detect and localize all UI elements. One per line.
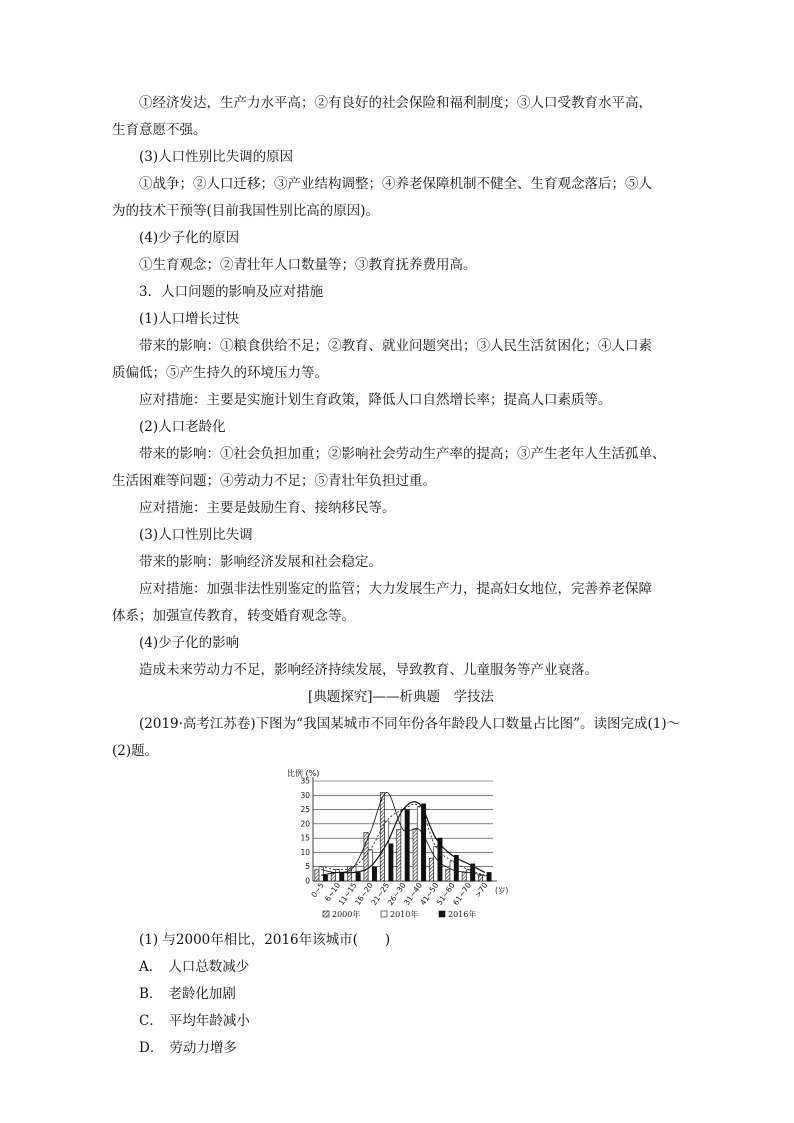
y-tick-label: 35: [300, 776, 310, 786]
series-2010-bar: [335, 870, 339, 881]
option-b[interactable]: [139, 981, 422, 1008]
option-b-text: 老龄化加剧: [168, 986, 236, 1002]
x-axis-unit: (岁): [495, 886, 509, 895]
legend-label: 2000年: [332, 910, 361, 919]
option-c-letter: C．: [139, 1013, 163, 1029]
series-2010-bar: [450, 861, 454, 881]
series-2016-bar: [323, 875, 327, 881]
series-2000-bar: [446, 870, 450, 881]
text-line: (1)人口增长过快: [139, 311, 240, 327]
question-1: (1) 与2000年相比，2016年该城市( ): [139, 932, 391, 948]
text-line: 体系；加强宣传教育，转变婚育观念等。: [112, 608, 355, 624]
question-intro-line-1: (2019·高考江苏卷)下图为“我国某城市不同年份各年龄段人口数量占比图”。读图完成(1)～: [139, 716, 681, 732]
series-2016-bar: [372, 867, 376, 881]
text-line: (4)少子化的原因: [139, 230, 240, 246]
x-tick-label: 26~30: [385, 880, 408, 907]
x-tick-label: >70: [473, 880, 490, 900]
x-tick-label: 41~50: [418, 880, 441, 907]
answer-options: [112, 954, 690, 1062]
text-line: 生育意愿不强。: [112, 122, 207, 138]
series-2000-bar: [429, 858, 433, 881]
series-2010-bar: [319, 867, 323, 881]
series-2000-bar: [413, 830, 417, 881]
series-2010-bar: [483, 875, 487, 881]
x-tick-label: 16~20: [352, 880, 375, 907]
series-2016-bar: [340, 872, 344, 881]
series-2010-bar: [417, 807, 421, 881]
option-c-text: 平均年龄减小: [168, 1013, 250, 1029]
y-tick-label: 20: [300, 819, 310, 829]
series-2010-bar: [401, 810, 405, 881]
y-tick-label: 25: [300, 805, 310, 815]
option-b-letter: B．: [139, 986, 163, 1002]
chart-svg: [281, 767, 521, 927]
text-line: 应对措施：主要是实施计划生育政策，降低人口自然增长率；提高人口素质等。: [139, 392, 612, 408]
text-line: ①经济发达，生产力水平高；②有良好的社会保险和福利制度；③人口受教育水平高，: [139, 95, 652, 111]
legend-label: 2010年: [390, 910, 419, 919]
text-line: (3)人口性别比失调: [139, 527, 253, 543]
series-2016-bar: [356, 872, 360, 881]
y-tick-label: 15: [300, 833, 310, 843]
series-2000-bar: [315, 870, 319, 881]
x-tick-label: 0~5: [309, 880, 326, 900]
option-d[interactable]: [139, 1035, 422, 1062]
legend-swatch: [323, 911, 329, 917]
section-header: [典题探究]——析典题 学技法: [307, 689, 495, 705]
series-2000-bar: [397, 830, 401, 881]
text-line: 带来的影响：影响经济发展和社会稳定。: [139, 554, 382, 570]
y-tick-label: 0: [305, 876, 310, 886]
text-line: 质偏低；⑤产生持久的环境压力等。: [112, 365, 328, 381]
series-2010-bar: [385, 821, 389, 881]
series-2000-bar: [380, 792, 384, 881]
option-d-letter: D．: [139, 1040, 164, 1056]
series-2016-bar: [487, 872, 491, 881]
y-tick-label: 30: [300, 790, 310, 800]
body-text: [112, 90, 690, 684]
question-intro-line-2: (2)题。: [112, 743, 159, 759]
text-line: 应对措施：主要是鼓励生育、接纳移民等。: [139, 500, 396, 516]
option-a-text: 人口总数减少: [168, 959, 250, 975]
legend-label: 2016年: [448, 910, 477, 919]
option-a[interactable]: [139, 954, 422, 981]
page-content: [112, 90, 690, 1062]
x-tick-label: 11~15: [336, 880, 359, 907]
text-line: (2)人口老龄化: [139, 419, 226, 435]
option-c[interactable]: [139, 1008, 422, 1035]
text-line: ①战争；②人口迁移；③产业结构调整；④养老保障机制不健全、生育观念落后；⑤人: [139, 176, 652, 192]
x-tick-label: 51~60: [434, 880, 457, 907]
population-age-chart: [281, 767, 521, 927]
text-line: (3)人口性别比失调的原因: [139, 149, 294, 165]
x-tick-label: 31~40: [402, 880, 425, 907]
series-2010-bar: [466, 870, 470, 881]
series-2016-bar: [421, 804, 425, 881]
x-tick-label: 21~25: [369, 880, 392, 907]
series-2000-bar: [462, 872, 466, 881]
text-line: 造成未来劳动力不足，影响经济持续发展，导致教育、儿童服务等产业衰落。: [139, 662, 598, 678]
series-2016-bar: [389, 844, 393, 881]
legend-swatch: [439, 911, 445, 917]
series-2010-bar: [434, 847, 438, 881]
series-2016-bar: [405, 810, 409, 881]
text-line: 3．人口问题的影响及应对措施: [139, 284, 324, 300]
series-2000-bar: [478, 875, 482, 881]
text-line: 带来的影响：①社会负担加重；②影响社会劳动生产率的提高；③产生老年人生活孤单、: [139, 446, 666, 462]
text-line: (4)少子化的影响: [139, 635, 240, 651]
x-tick-label: 6~10: [322, 880, 343, 904]
y-axis-label: 比例 (%): [287, 769, 320, 778]
option-a-letter: A．: [139, 959, 163, 975]
text-line: 应对措施：加强非法性别鉴定的监管；大力发展生产力，提高妇女地位，完善养老保障: [139, 581, 652, 597]
legend-swatch: [381, 911, 387, 917]
text-line: 为的技术干预等(目前我国性别比高的原因)。: [112, 203, 380, 219]
y-tick-label: 5: [305, 862, 310, 872]
text-line: 生活困难等问题；④劳动力不足；⑤青壮年负担过重。: [112, 473, 436, 489]
y-tick-label: 10: [300, 847, 310, 857]
x-tick-label: 61~70: [451, 880, 474, 907]
option-d-text: 劳动力增多: [169, 1040, 237, 1056]
text-line: ①生育观念；②青壮年人口数量等；③教育抚养费用高。: [139, 257, 477, 273]
text-line: 带来的影响：①粮食供给不足；②教育、就业问题突出；③人民生活贫困化；④人口素: [139, 338, 652, 354]
